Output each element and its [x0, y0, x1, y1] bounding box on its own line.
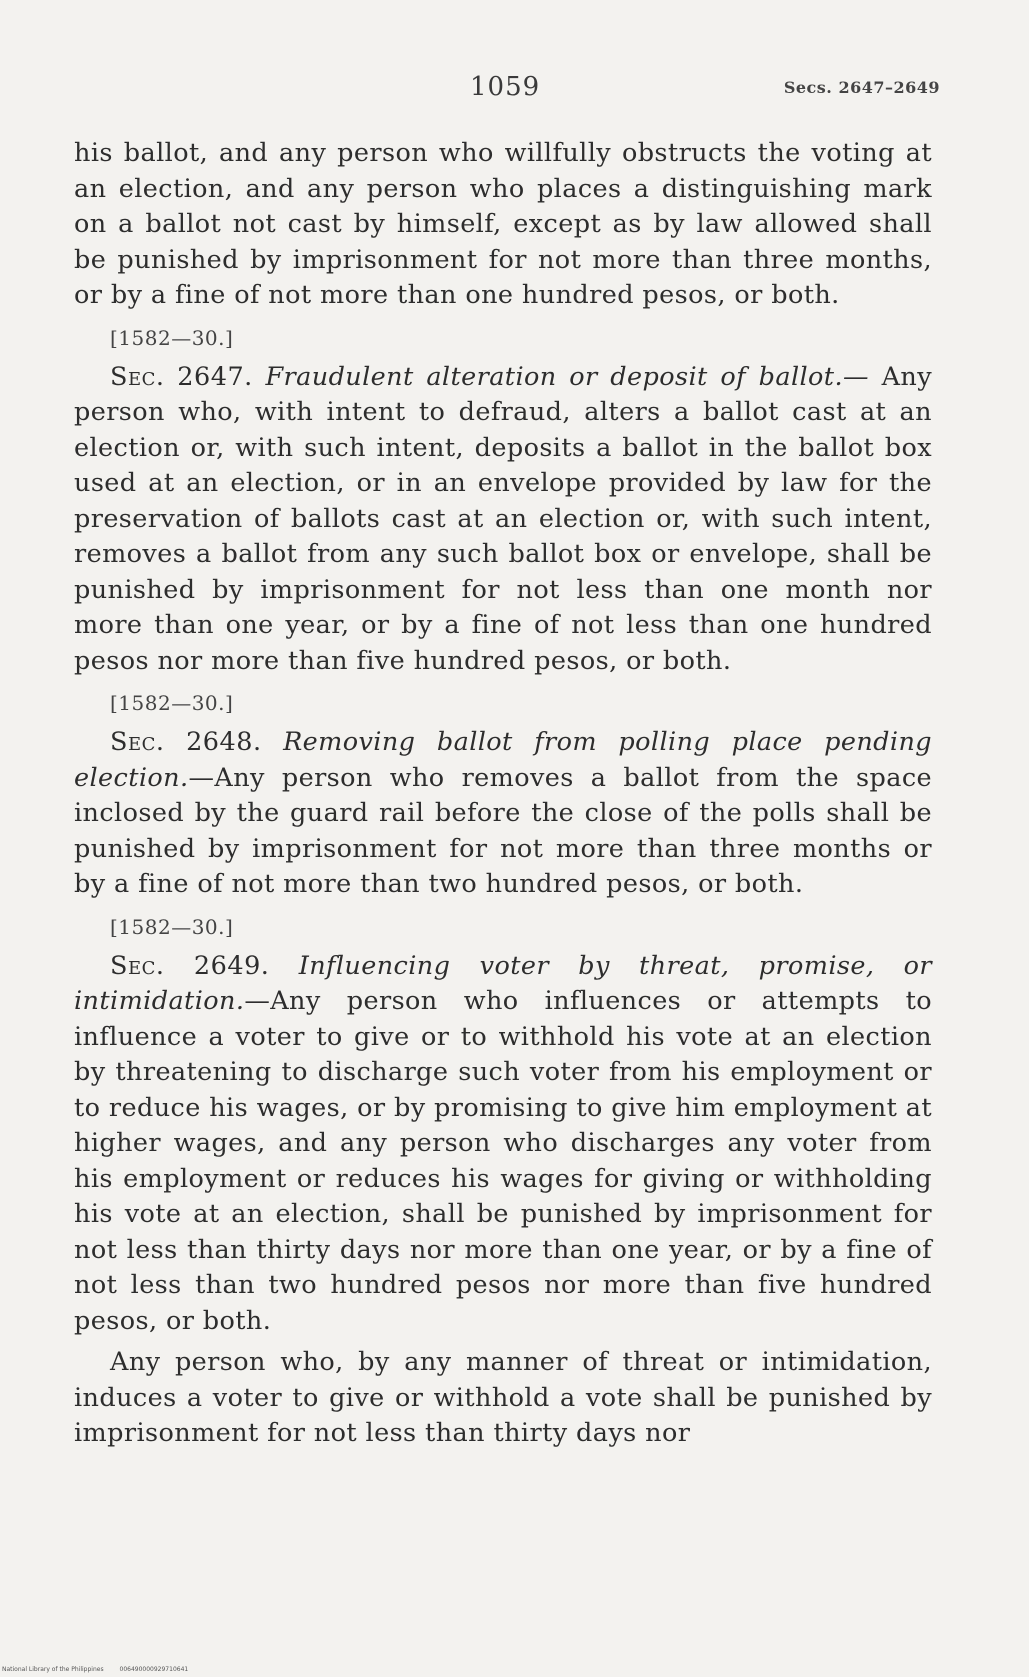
library-name: National Library of the Philippines [2, 1666, 104, 1673]
section-title: Removing ballot from polling place pending election. [74, 727, 932, 793]
page-number: 1059 [470, 72, 541, 102]
section-label: Sec. 2647. [110, 361, 253, 392]
section-label: Sec. 2648. [110, 727, 262, 757]
text-column [74, 136, 932, 1452]
section-2648 [74, 725, 932, 903]
citation-2648: [1582—30.] [110, 914, 234, 939]
citation-2646: [1582—30.] [110, 325, 234, 350]
section-text: —Any person who removes a ballot from the space inclosed by the guard rail before the close of the polls shall be punished by imprisonment for not more than three months or by a fine of not more than two hundred pesos, or both. [74, 762, 932, 899]
section-text: —Any person who influences or attempts to influence a voter to give or to withhold his vote at an election by threatening to discharge such voter from his employment or to reduce his wages, or by promising to give him employment at higher wages, and any person who discharges any voter from his employment or reduces his wages for giving or withholding his vote at an election, shall be punished by imprisonment for not less than thirty days nor more than one year, or by a fine of not less than two hundred pesos nor more than five hundred pesos, or both. [74, 986, 932, 1336]
section-label: Sec. 2649. [110, 950, 270, 981]
continuation-paragraph: his ballot, and any person who willfully obstructs the voting at an election, and any person who places a distinguishing mark on a ballot not cast by himself, except as by law allowed shall be punished by imprisonment for not more than three months, or by a fine of not more than one hundred pesos, or both. [74, 138, 932, 310]
section-title: Fraudulent alteration or deposit of ballot.— [265, 361, 869, 392]
section-2649 [74, 949, 932, 1340]
page-header [470, 72, 940, 112]
section-range: Secs. 2647–2649 [783, 78, 940, 97]
citation-2647: [1582—30.] [110, 691, 234, 715]
section-2647 [74, 360, 932, 680]
scan-footer [2, 1666, 202, 1673]
final-paragraph: Any person who, by any manner of threat or intimidation, induces a voter to give or withhold a vote shall be punished by imprisonment for not less than thirty days nor [74, 1347, 932, 1448]
section-title: Influencing voter by threat, promise, or intimidation. [74, 950, 933, 1016]
scan-identifier: 006490000929710641 [119, 1666, 189, 1673]
section-text: Any person who, with intent to defraud, alters a ballot cast at an election or, with such intent, deposits a ballot in the ballot box used at an election, or in an envelope provided by law for the preservation of ballots cast at an election or, with such intent, removes a ballot from any such ballot box or envelope, shall be punished by imprisonment for not less than one month nor more than one year, or by a fine of not less than one hundred pesos nor more than five hundred pesos, or both. [74, 361, 933, 676]
